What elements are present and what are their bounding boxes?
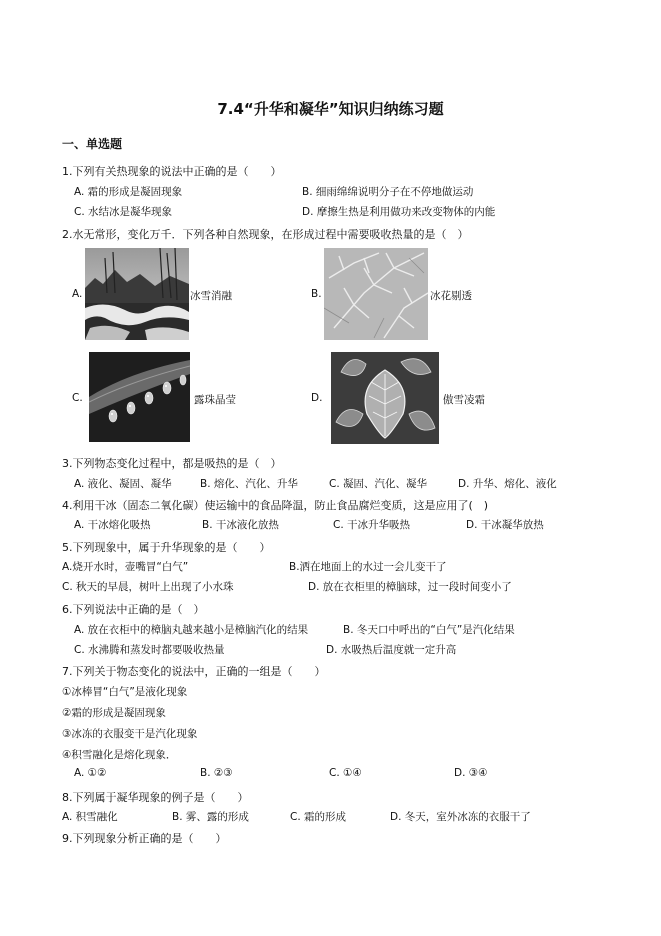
q4-option-d: D. 干冰凝华放热 [466,519,544,531]
q7-option-b: B. ②③ [200,767,233,779]
q2-option-c-caption: 露珠晶莹 [194,394,236,406]
q8-option-b: B. 雾、露的形成 [172,811,249,823]
question-7-stem: 7.下列关于物态变化的说法中，正确的一组是（ ） [62,665,326,678]
q7-statement-1: ①冰棒冒“白气”是液化现象 [62,686,188,698]
q4-option-c: C. 干冰升华吸热 [333,519,411,531]
q8-option-c: C. 霜的形成 [290,811,347,823]
q4-option-a: A. 干冰熔化吸热 [74,519,151,531]
q8-option-a: A. 积雪融化 [62,811,118,823]
q2-option-c-letter: C. [72,392,83,404]
q7-statement-3: ③冰冻的衣服变干是汽化现象 [62,728,198,740]
q5-option-d: D. 放在衣柜里的樟脑球，过一段时间变小了 [308,581,512,593]
question-4-stem: 4.利用干冰（固态二氧化碳）使运输中的食品降温，防止食品腐烂变质，这是应用了( ) [62,499,489,512]
q3-option-a: A. 液化、凝固、凝华 [74,478,172,490]
q2-option-b-caption: 冰花剔透 [430,290,472,302]
q5-option-b: B.洒在地面上的水过一会儿变干了 [289,561,447,573]
frost-leaves-photo [331,352,439,444]
q7-option-d: D. ③④ [454,767,488,779]
q6-option-a: A. 放在衣柜中的樟脑丸越来越小是樟脑汽化的结果 [74,624,309,636]
q1-option-c: C. 水结冰是凝华现象 [74,206,173,218]
dewdrops-photo [89,352,190,442]
q2-option-a-caption: 冰雪消融 [190,290,232,302]
question-5-stem: 5.下列现象中，属于升华现象的是（ ） [62,541,271,554]
question-2-stem: 2.水无常形，变化万千．下列各种自然现象，在形成过程中需要吸收热量的是（ ） [62,228,469,241]
question-3-stem: 3.下列物态变化过程中，都是吸热的是（ ） [62,457,282,470]
q2-option-b-letter: B. [311,288,322,300]
q3-option-c: C. 凝固、汽化、凝华 [329,478,428,490]
q7-option-a: A. ①② [74,767,107,779]
q8-option-d: D. 冬天，室外冰冻的衣服干了 [390,811,531,823]
q7-option-c: C. ①④ [329,767,362,779]
q4-option-b: B. 干冰液化放热 [202,519,279,531]
question-6-stem: 6.下列说法中正确的是（ ） [62,603,205,616]
q7-statement-4: ④积雪融化是熔化现象． [62,749,177,761]
section-heading: 一、单选题 [62,137,123,151]
page-title: 7.4“升华和凝华”知识归纳练习题 [217,100,444,118]
q3-option-b: B. 熔化、汽化、升华 [200,478,298,490]
q6-option-d: D. 水吸热后温度就一定升高 [326,644,457,656]
q2-option-d-caption: 傲雪凌霜 [443,394,485,406]
melting-snow-photo [85,248,189,340]
ice-flower-photo [324,248,428,340]
question-9-stem: 9.下列现象分析正确的是（ ） [62,832,227,845]
q6-option-c: C. 水沸腾和蒸发时都要吸收热量 [74,644,225,656]
q5-option-a: A.烧开水时，壶嘴冒“白气” [62,561,189,573]
question-8-stem: 8.下列属于凝华现象的例子是（ ） [62,791,249,804]
q6-option-b: B. 冬天口中呼出的“白气”是汽化结果 [343,624,515,636]
q1-option-a: A. 霜的形成是凝固现象 [74,186,183,198]
q2-option-d-letter: D. [311,392,323,404]
q2-option-a-letter: A. [72,288,83,300]
q1-option-b: B. 细雨绵绵说明分子在不停地做运动 [302,186,474,198]
question-1-stem: 1.下列有关热现象的说法中正确的是（ ） [62,165,282,178]
q1-option-d: D. 摩擦生热是利用做功来改变物体的内能 [302,206,496,218]
q3-option-d: D. 升华、熔化、液化 [458,478,557,490]
q5-option-c: C. 秋天的早晨，树叶上出现了小水珠 [62,581,234,593]
q7-statement-2: ②霜的形成是凝固现象 [62,707,166,719]
